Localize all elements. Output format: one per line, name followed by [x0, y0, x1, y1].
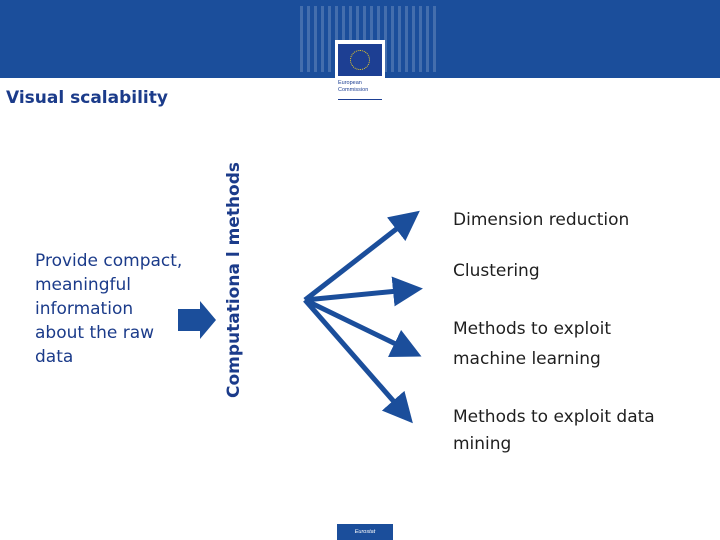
- fan-arrow-4: [305, 300, 403, 412]
- method-data-mining: Methods to exploit data mining: [453, 407, 655, 454]
- method-dimension-reduction: Dimension reduction: [453, 210, 630, 230]
- slide-title: Visual scalability: [6, 88, 168, 108]
- method-clustering: Clustering: [453, 261, 540, 281]
- logo-text: European Commission: [338, 80, 369, 93]
- fan-arrows-diagram: [290, 200, 430, 430]
- fan-arrow-3: [305, 300, 408, 350]
- vertical-label: Computationa l methods: [224, 161, 244, 399]
- left-description: Provide compact, meaningful information about the raw data: [35, 251, 183, 367]
- european-commission-logo: [335, 40, 385, 102]
- fan-arrow-2: [305, 290, 408, 300]
- right-arrow-icon: [176, 299, 218, 341]
- fan-arrow-1: [305, 220, 408, 300]
- eu-flag-icon: [338, 44, 382, 76]
- method-machine-learning: Methods to exploit machine learning: [453, 319, 612, 369]
- eurostat-logo: Eurostat: [337, 524, 393, 540]
